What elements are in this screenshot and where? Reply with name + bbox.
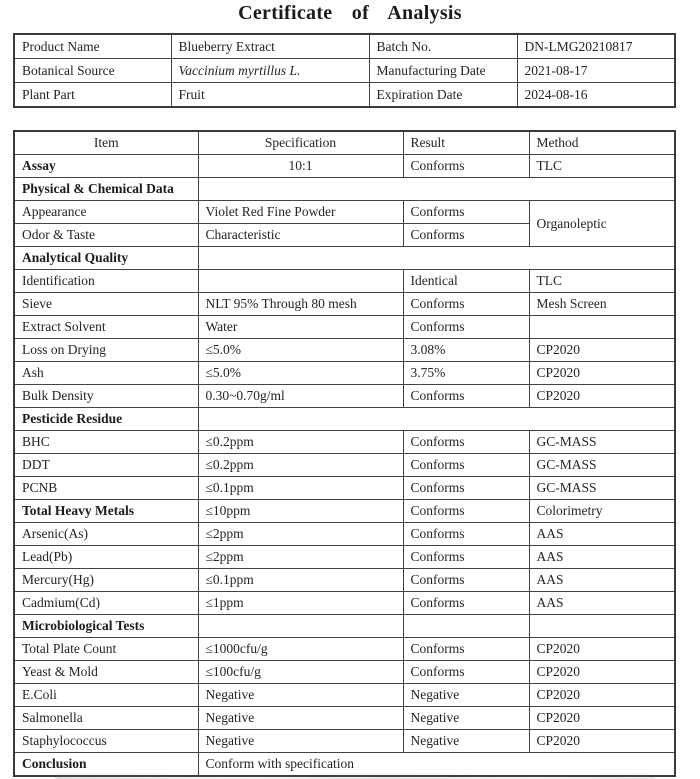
coa-spec-cell: Negative bbox=[198, 684, 403, 707]
table-row bbox=[14, 684, 675, 707]
table-row bbox=[14, 730, 675, 753]
coa-method-cell: CP2020 bbox=[529, 730, 675, 753]
coa-item-cell: Yeast & Mold bbox=[14, 661, 198, 684]
product-field-label: Manufacturing Date bbox=[369, 59, 517, 83]
coa-item-cell: PCNB bbox=[14, 477, 198, 500]
coa-item-cell: Mercury(Hg) bbox=[14, 569, 198, 592]
table-row bbox=[14, 385, 675, 408]
coa-spec-cell: ≤5.0% bbox=[198, 362, 403, 385]
coa-item-cell: Staphylococcus bbox=[14, 730, 198, 753]
coa-item-cell: E.Coli bbox=[14, 684, 198, 707]
coa-result-cell: Conforms bbox=[403, 523, 529, 546]
table-row bbox=[14, 753, 675, 777]
coa-item-cell: Ash bbox=[14, 362, 198, 385]
coa-item-cell: Bulk Density bbox=[14, 385, 198, 408]
coa-spec-cell bbox=[198, 270, 403, 293]
table-row bbox=[14, 707, 675, 730]
coa-result-cell: Conforms bbox=[403, 201, 529, 224]
product-field-value: Vaccinium myrtillus L. bbox=[171, 59, 369, 83]
table-row bbox=[14, 408, 675, 431]
coa-spec-cell: Violet Red Fine Powder bbox=[198, 201, 403, 224]
table-row bbox=[14, 155, 675, 178]
coa-spec-cell: ≤100cfu/g bbox=[198, 661, 403, 684]
table-row bbox=[14, 592, 675, 615]
coa-method-cell: CP2020 bbox=[529, 661, 675, 684]
table-row bbox=[14, 293, 675, 316]
coa-item-cell: Appearance bbox=[14, 201, 198, 224]
coa-result-cell: Conforms bbox=[403, 155, 529, 178]
table-row bbox=[14, 500, 675, 523]
column-header-result: Result bbox=[403, 131, 529, 155]
coa-merged-cell bbox=[198, 247, 675, 270]
coa-method-cell: TLC bbox=[529, 155, 675, 178]
coa-spec-cell: Negative bbox=[198, 730, 403, 753]
coa-method-cell: GC-MASS bbox=[529, 431, 675, 454]
page-title: Certificate of Analysis bbox=[238, 2, 462, 24]
product-field-value: 2021-08-17 bbox=[517, 59, 675, 83]
coa-item-cell: Lead(Pb) bbox=[14, 546, 198, 569]
coa-item-cell: Assay bbox=[14, 155, 198, 178]
coa-result-cell: Negative bbox=[403, 730, 529, 753]
table-row bbox=[14, 454, 675, 477]
coa-spec-cell: ≤1ppm bbox=[198, 592, 403, 615]
column-header-item: Item bbox=[14, 131, 198, 155]
coa-item-cell: Odor & Taste bbox=[14, 224, 198, 247]
column-header-specification: Specification bbox=[198, 131, 403, 155]
coa-item-cell: Analytical Quality bbox=[14, 247, 198, 270]
coa-item-cell: Microbiological Tests bbox=[14, 615, 198, 638]
coa-spec-cell: ≤0.1ppm bbox=[198, 477, 403, 500]
coa-method-cell bbox=[529, 316, 675, 339]
coa-merged-cell: Conform with specification bbox=[198, 753, 675, 777]
coa-spec-cell: ≤0.2ppm bbox=[198, 431, 403, 454]
coa-result-cell: 3.75% bbox=[403, 362, 529, 385]
table-row bbox=[14, 83, 675, 108]
table-row bbox=[14, 477, 675, 500]
coa-method-cell: Mesh Screen bbox=[529, 293, 675, 316]
product-info-table bbox=[13, 33, 676, 108]
product-field-value: Fruit bbox=[171, 83, 369, 108]
coa-method-cell: CP2020 bbox=[529, 638, 675, 661]
coa-spec-cell: Water bbox=[198, 316, 403, 339]
table-row bbox=[14, 59, 675, 83]
coa-item-cell: Arsenic(As) bbox=[14, 523, 198, 546]
table-row bbox=[14, 201, 675, 224]
coa-spec-cell: ≤10ppm bbox=[198, 500, 403, 523]
table-row bbox=[14, 523, 675, 546]
coa-result-cell: Conforms bbox=[403, 454, 529, 477]
coa-spec-cell: ≤1000cfu/g bbox=[198, 638, 403, 661]
coa-result-cell: Negative bbox=[403, 707, 529, 730]
coa-result-cell: Conforms bbox=[403, 661, 529, 684]
table-row bbox=[14, 34, 675, 59]
coa-result-cell: Conforms bbox=[403, 431, 529, 454]
coa-result-cell: Conforms bbox=[403, 293, 529, 316]
table-row bbox=[14, 431, 675, 454]
coa-item-cell: Salmonella bbox=[14, 707, 198, 730]
coa-method-cell: AAS bbox=[529, 546, 675, 569]
product-field-label: Botanical Source bbox=[14, 59, 171, 83]
coa-item-cell: Total Plate Count bbox=[14, 638, 198, 661]
coa-spec-cell: ≤2ppm bbox=[198, 523, 403, 546]
coa-result-cell: Conforms bbox=[403, 638, 529, 661]
product-field-label: Expiration Date bbox=[369, 83, 517, 108]
coa-item-cell: BHC bbox=[14, 431, 198, 454]
coa-method-cell: Colorimetry bbox=[529, 500, 675, 523]
coa-table-body bbox=[14, 155, 675, 777]
product-field-label: Batch No. bbox=[369, 34, 517, 59]
product-field-value: Blueberry Extract bbox=[171, 34, 369, 59]
coa-spec-cell: 10:1 bbox=[198, 155, 403, 178]
coa-result-cell: 3.08% bbox=[403, 339, 529, 362]
coa-item-cell: Cadmium(Cd) bbox=[14, 592, 198, 615]
coa-method-cell bbox=[529, 615, 675, 638]
coa-spec-cell: Characteristic bbox=[198, 224, 403, 247]
coa-spec-cell: 0.30~0.70g/ml bbox=[198, 385, 403, 408]
coa-item-cell: Loss on Drying bbox=[14, 339, 198, 362]
coa-item-cell: Pesticide Residue bbox=[14, 408, 198, 431]
coa-spec-cell: ≤5.0% bbox=[198, 339, 403, 362]
table-row bbox=[14, 270, 675, 293]
coa-spec-cell: ≤2ppm bbox=[198, 546, 403, 569]
coa-result-cell bbox=[403, 615, 529, 638]
table-row bbox=[14, 569, 675, 592]
coa-merged-cell bbox=[198, 408, 675, 431]
coa-spec-cell: ≤0.1ppm bbox=[198, 569, 403, 592]
table-row bbox=[14, 546, 675, 569]
coa-method-cell: GC-MASS bbox=[529, 477, 675, 500]
coa-result-cell: Identical bbox=[403, 270, 529, 293]
coa-header-row bbox=[14, 131, 675, 155]
table-row bbox=[14, 178, 675, 201]
coa-method-cell: TLC bbox=[529, 270, 675, 293]
table-row bbox=[14, 339, 675, 362]
column-header-method: Method bbox=[529, 131, 675, 155]
coa-item-cell: Conclusion bbox=[14, 753, 198, 777]
coa-spec-cell: ≤0.2ppm bbox=[198, 454, 403, 477]
coa-method-cell: AAS bbox=[529, 592, 675, 615]
product-field-value: DN-LMG20210817 bbox=[517, 34, 675, 59]
coa-item-cell: Extract Solvent bbox=[14, 316, 198, 339]
product-field-label: Plant Part bbox=[14, 83, 171, 108]
coa-spec-cell bbox=[198, 615, 403, 638]
product-field-value: 2024-08-16 bbox=[517, 83, 675, 108]
coa-spec-cell: Negative bbox=[198, 707, 403, 730]
table-row bbox=[14, 362, 675, 385]
scan-artifact bbox=[55, 775, 655, 779]
table-row bbox=[14, 638, 675, 661]
coa-item-cell: Total Heavy Metals bbox=[14, 500, 198, 523]
coa-method-cell: CP2020 bbox=[529, 385, 675, 408]
coa-method-cell: AAS bbox=[529, 523, 675, 546]
coa-result-cell: Conforms bbox=[403, 569, 529, 592]
coa-method-cell: CP2020 bbox=[529, 362, 675, 385]
coa-merged-cell bbox=[198, 178, 675, 201]
coa-method-cell: CP2020 bbox=[529, 684, 675, 707]
coa-spec-cell: NLT 95% Through 80 mesh bbox=[198, 293, 403, 316]
coa-method-cell: CP2020 bbox=[529, 339, 675, 362]
table-row bbox=[14, 661, 675, 684]
coa-result-cell: Conforms bbox=[403, 316, 529, 339]
coa-result-cell: Conforms bbox=[403, 592, 529, 615]
coa-method-cell: GC-MASS bbox=[529, 454, 675, 477]
coa-item-cell: DDT bbox=[14, 454, 198, 477]
product-field-label: Product Name bbox=[14, 34, 171, 59]
coa-item-cell: Identification bbox=[14, 270, 198, 293]
coa-spec-table bbox=[13, 130, 676, 777]
coa-result-cell: Conforms bbox=[403, 546, 529, 569]
coa-result-cell: Conforms bbox=[403, 500, 529, 523]
coa-method-cell: Organoleptic bbox=[529, 201, 675, 247]
coa-item-cell: Sieve bbox=[14, 293, 198, 316]
coa-method-cell: CP2020 bbox=[529, 707, 675, 730]
coa-result-cell: Conforms bbox=[403, 385, 529, 408]
table-row bbox=[14, 615, 675, 638]
table-row bbox=[14, 316, 675, 339]
product-info-body bbox=[14, 34, 675, 107]
coa-result-cell: Conforms bbox=[403, 477, 529, 500]
coa-result-cell: Negative bbox=[403, 684, 529, 707]
table-row bbox=[14, 247, 675, 270]
coa-item-cell: Physical & Chemical Data bbox=[14, 178, 198, 201]
coa-result-cell: Conforms bbox=[403, 224, 529, 247]
coa-method-cell: AAS bbox=[529, 569, 675, 592]
